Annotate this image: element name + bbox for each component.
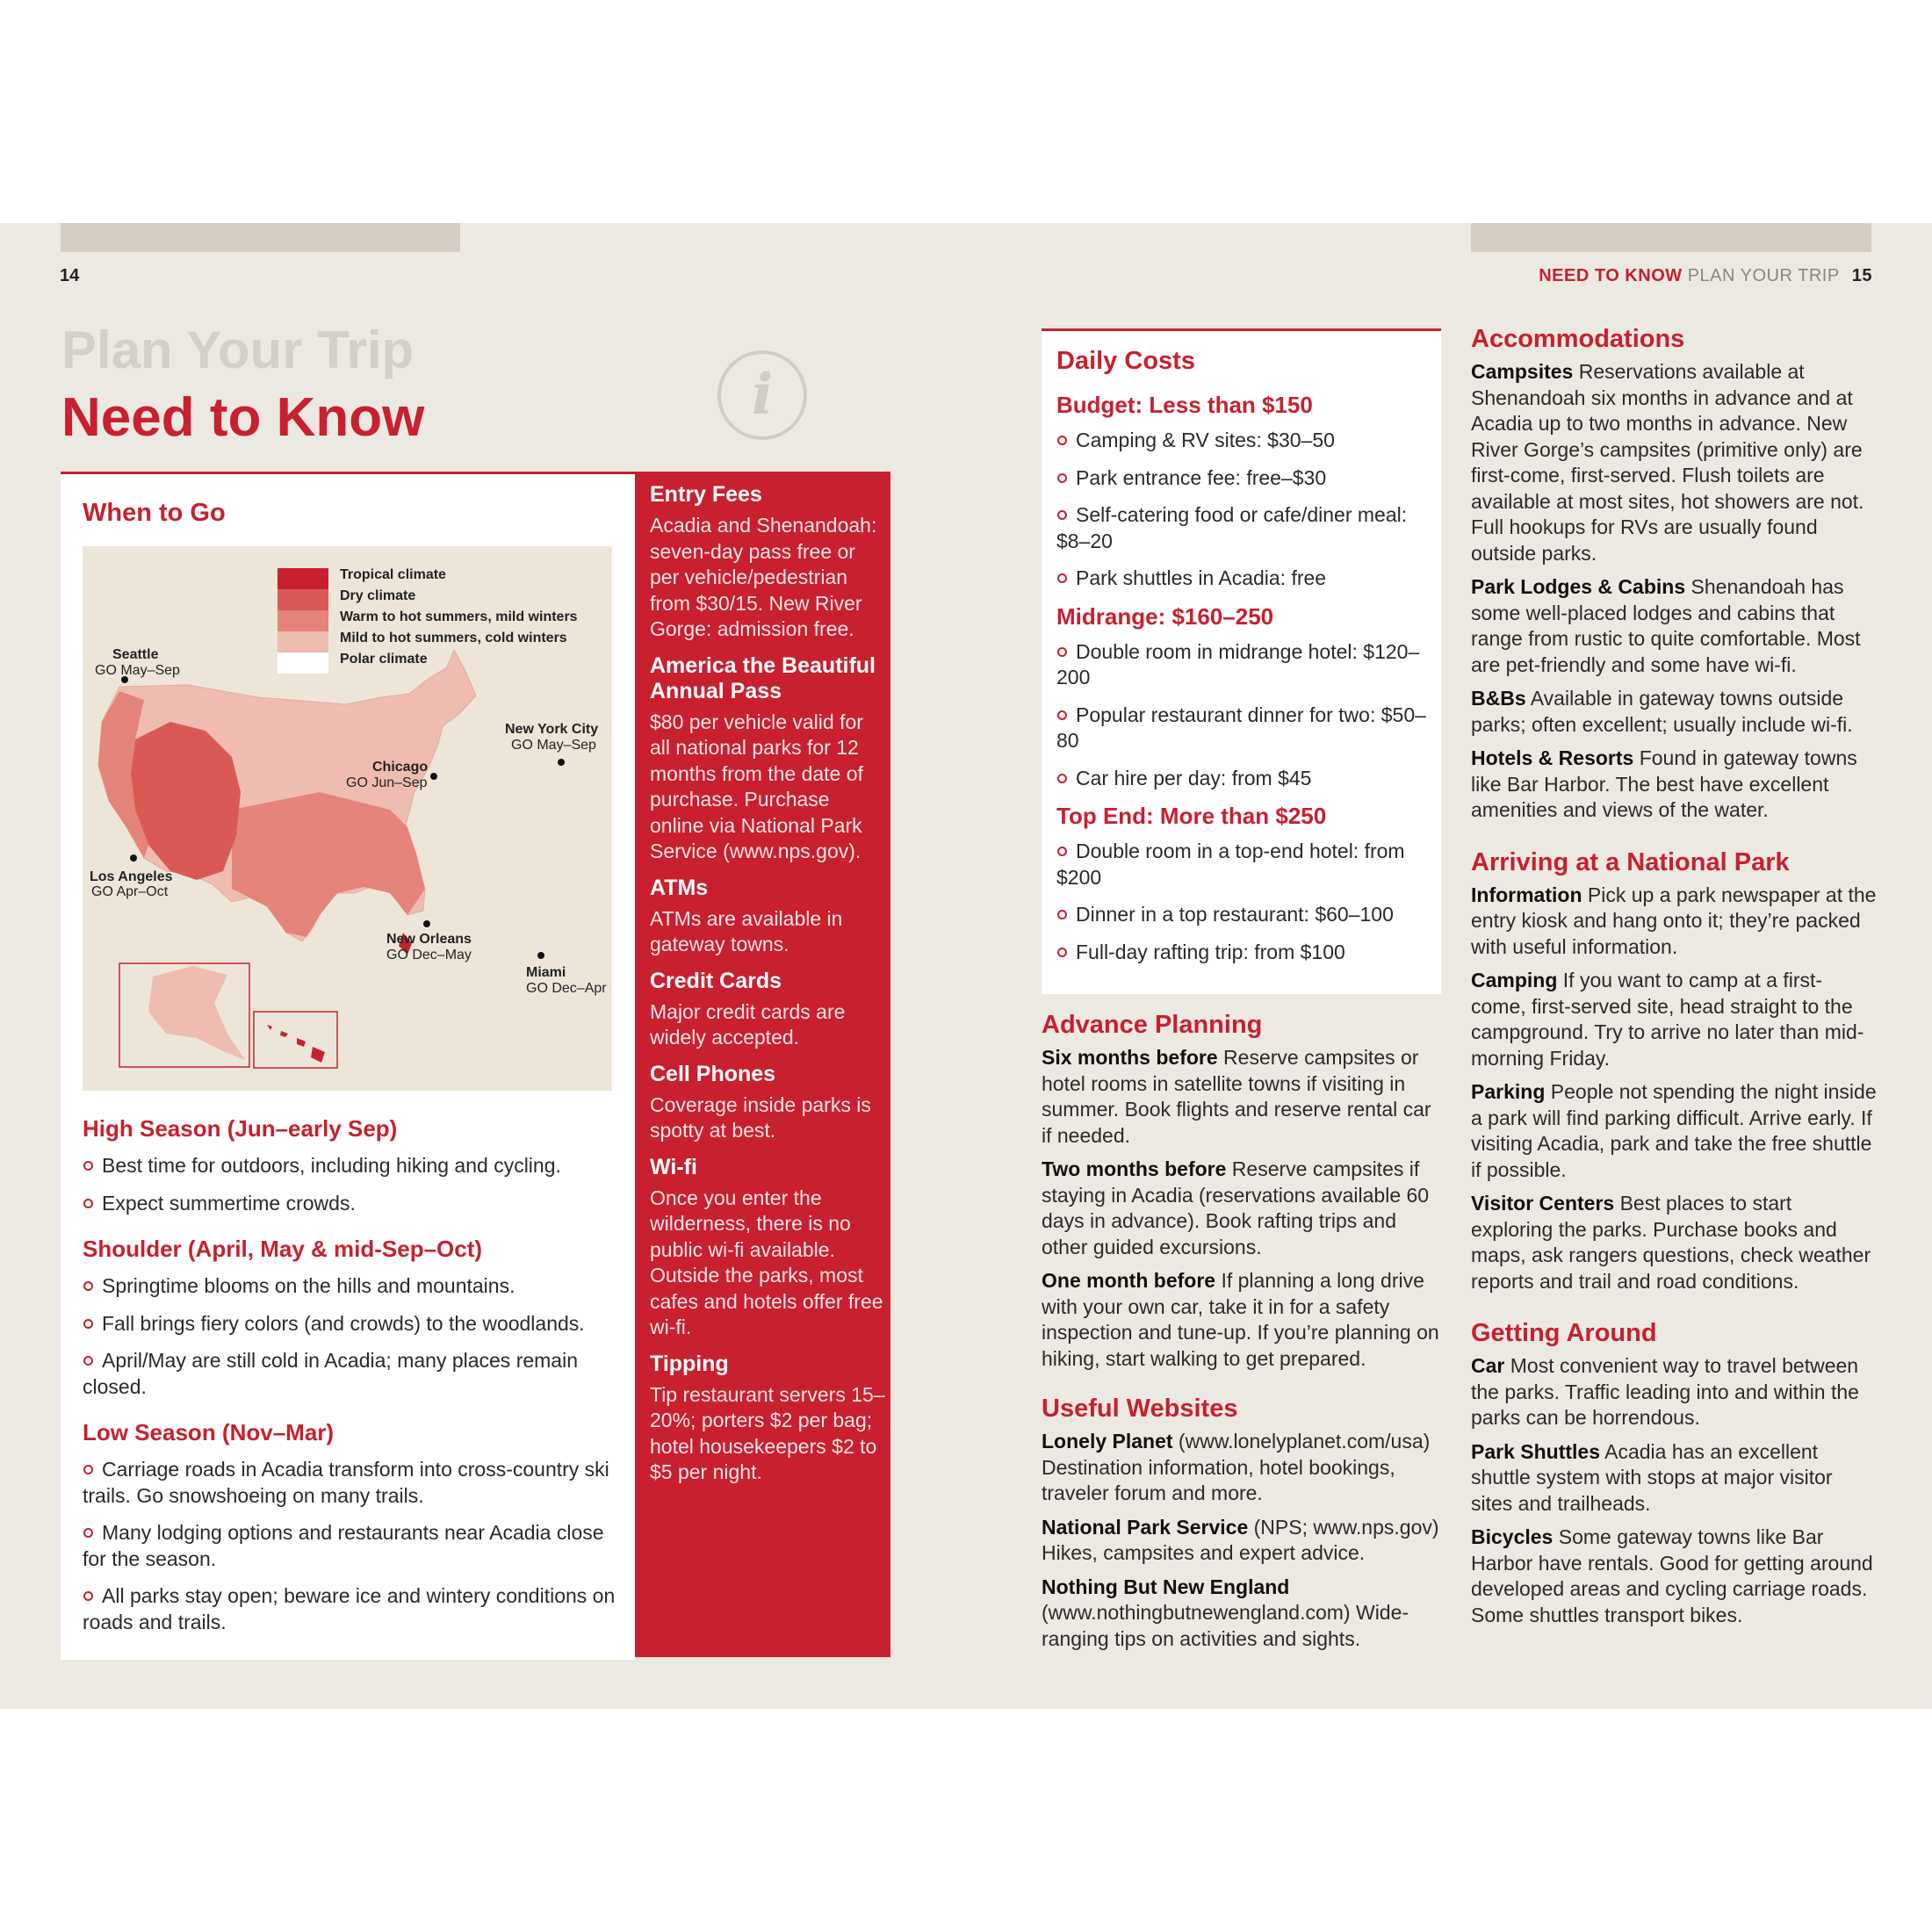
sidebar-heading-annual-pass: America the Beautiful Annual Pass [650, 652, 876, 703]
website-entry: National Park Service (NPS; www.nps.gov) Hikes, campsites and expert advice. [1042, 1515, 1439, 1564]
bullet-icon [1057, 573, 1067, 583]
right-tab [1471, 223, 1871, 252]
city-label-seattle: Seattle [112, 647, 159, 662]
seasons-list [83, 1115, 618, 1647]
getting-around-entry: Bicycles Some gateway towns like Bar Harbor have rentals. Good for getting around developed areas and cycling carriage roads. Some shuttles transport bikes. [1471, 1525, 1873, 1626]
bullet-icon [83, 1465, 93, 1474]
list-item: April/May are still cold in Acadia; many places remain closed. [83, 1349, 579, 1398]
list-item: Double room in midrange hotel: $120–200 [1056, 639, 1420, 688]
list-item: Springtime blooms on the hills and mountains. [83, 1273, 618, 1300]
list-item: Best time for outdoors, including hiking and cycling. [83, 1153, 618, 1179]
bullet-icon [83, 1356, 93, 1366]
sidebar-text-wifi: Once you enter the wilderness, there is no public wi-fi available. Outside the parks, most cafes and hotels offer free wi-fi. [650, 1186, 883, 1338]
getting-around-entry: Park Shuttles Acadia has an excellent shuttle system with stops at major visitor sites and trailheads. [1471, 1439, 1833, 1515]
planning-column [1042, 1011, 1445, 1660]
city-go-seattle: GO May–Sep [95, 663, 180, 678]
midrange-list [1056, 639, 1430, 792]
sidebar-text-cell-phones: Coverage inside parks is spotty at best. [650, 1092, 871, 1142]
city-label-nyc: New York City [505, 722, 599, 737]
daily-costs-heading: Daily Costs [1056, 347, 1195, 375]
bullet-icon [1057, 910, 1067, 919]
legend-label-warm: Warm to hot summers, mild winters [340, 609, 578, 624]
bullet-icon [1057, 647, 1067, 657]
bullet-icon [1057, 948, 1067, 957]
sidebar-text-atms: ATMs are available in gateway towns. [650, 906, 843, 955]
legend-label-tropical: Tropical climate [340, 567, 446, 582]
list-item: Self-catering food or cafe/diner meal: $8–20 [1056, 503, 1408, 552]
list-item: Camping & RV sites: $30–50 [1056, 428, 1430, 454]
list-item: Expect summertime crowds. [83, 1191, 618, 1217]
hawaii-islands [267, 1025, 325, 1063]
city-dot-chicago [430, 773, 437, 780]
bullet-icon [83, 1591, 93, 1601]
city-dot-miami [537, 952, 544, 959]
arriving-entry: Visitor Centers Best places to start exploring the parks. Purchase books and maps, ask rangers questions, check weather reports and trail and road conditions. [1471, 1192, 1871, 1293]
bullet-icon [83, 1199, 93, 1208]
city-label-la: Los Angeles [90, 869, 173, 884]
legend-swatch-dry [278, 589, 328, 610]
running-head-section: NEED TO KNOW [1539, 266, 1683, 285]
legend-label-polar: Polar climate [340, 652, 428, 667]
advance-entry: Two months before Reserve campsites if staying in Acadia (reservations available 60 days in advance). Book rafting trips and other guided excursions. [1042, 1157, 1430, 1258]
bullet-icon [1057, 847, 1067, 856]
city-go-nyc: GO May–Sep [511, 738, 596, 753]
list-item: All parks stay open; beware ice and wintery conditions on roads and trails. [83, 1584, 616, 1633]
getting-around-entry: Car Most convenient way to travel between the parks. Traffic leading into and within the parks can be horrendous. [1471, 1354, 1859, 1429]
city-dot-la [130, 854, 137, 861]
sidebar-heading-cell-phones: Cell Phones [650, 1061, 776, 1086]
sidebar-heading-credit-cards: Credit Cards [650, 968, 782, 993]
sidebar-text-annual-pass: $80 per vehicle valid for all national parks for 12 months from the date of purchase. Purchase online via National Park Service (www.nps.gov). [650, 710, 863, 862]
accommodation-entry: Park Lodges & Cabins Shenandoah has some well-placed lodges and cabins that range from rustic to quite comfortable. Most are pet-friendly and some have wi-fi. [1471, 575, 1861, 676]
arriving-entry: Information Pick up a park newspaper at the entry kiosk and hang onto it; they’re packed with useful information. [1471, 883, 1877, 958]
advance-entry: Six months before Reserve campsites or hotel rooms in satellite towns if visiting in summer. Book flights and reserve rental car if needed. [1042, 1046, 1431, 1147]
advance-entry: One month before If planning a long drive with your own car, take it in for a safety inspection and tune-up. If you’re planning on hiking, start walking to get prepared. [1042, 1269, 1439, 1370]
running-head-chapter: PLAN YOUR TRIP [1687, 266, 1840, 285]
alaska-landmass [148, 966, 245, 1060]
top-end-list [1056, 839, 1430, 965]
arriving-entry: Parking People not spending the night inside a park will find parking difficult. Arrive early. If visiting Acadia, park and take the free shuttle if possible. [1471, 1080, 1877, 1181]
getting-around-heading: Getting Around [1471, 1319, 1657, 1347]
bullet-icon [83, 1319, 93, 1329]
website-entry: Lonely Planet (www.lonelyplanet.com/usa) Destination information, hotel bookings, traveler forum and more. [1042, 1430, 1431, 1504]
sidebar-text-credit-cards: Major credit cards are widely accepted. [650, 999, 846, 1049]
shoulder-season-list [83, 1273, 618, 1400]
legend-swatch-mild [278, 631, 328, 652]
high-season-list [83, 1153, 618, 1216]
list-item: Full-day rafting trip: from $100 [1056, 940, 1430, 966]
midrange-heading: Midrange: $160–250 [1056, 602, 1274, 630]
bullet-icon [1057, 436, 1067, 445]
city-go-miami: GO Dec–Apr [526, 981, 607, 996]
bullet-icon [83, 1281, 93, 1291]
city-go-la: GO Apr–Oct [91, 884, 169, 899]
legend-swatch-tropical [278, 568, 328, 589]
city-label-miami: Miami [526, 965, 566, 980]
legend-label-mild: Mild to hot summers, cold winters [340, 631, 567, 645]
usa-map-svg [83, 546, 612, 1091]
daily-costs-content [1056, 347, 1430, 977]
right-page-number: 15 [1851, 266, 1872, 285]
high-season-heading: High Season (Jun–early Sep) [83, 1115, 398, 1142]
list-item: Carriage roads in Acadia transform into cross-country ski trails. Go snowshoeing on many trails. [83, 1458, 609, 1507]
legend-swatch-polar [278, 652, 328, 674]
city-go-chicago: GO Jun–Sep [346, 775, 428, 790]
list-item: Many lodging options and restaurants near Acadia close for the season. [83, 1521, 604, 1570]
sidebar-heading-entry-fees: Entry Fees [650, 482, 762, 507]
list-item: Park shuttles in Acadia: free [1056, 566, 1430, 592]
budget-list [1056, 428, 1430, 592]
website-entry: Nothing But New England (www.nothingbutnewengland.com) Wide-ranging tips on activities and sights. [1042, 1575, 1409, 1650]
climate-map [83, 546, 612, 1091]
advance-planning-heading: Advance Planning [1042, 1011, 1263, 1039]
legend-label-dry: Dry climate [340, 588, 416, 603]
useful-websites-heading: Useful Websites [1042, 1395, 1238, 1423]
city-label-neworleans: New Orleans [386, 932, 472, 947]
hawaii-inset [254, 1012, 337, 1068]
bullet-icon [1057, 774, 1067, 783]
when-to-go-heading: When to Go [83, 499, 226, 527]
bullet-icon [1057, 710, 1067, 720]
accommodation-entry: B&Bs Available in gateway towns outside parks; often excellent; usually include wi-fi. [1471, 687, 1853, 736]
top-end-heading: Top End: More than $250 [1056, 803, 1327, 829]
city-label-chicago: Chicago [372, 760, 429, 775]
city-go-neworleans: GO Dec–May [386, 948, 472, 962]
accommodation-entry: Campsites Reservations available at Shenandoah six months in advance and at Acadia up to two months in advance. New River Gorge’s campsites (primitive only) are first-come, first-served. Flush toilets are available at most sites, hot showers are not. Full hookups for RVs are usually found outside parks. [1471, 360, 1864, 565]
page-title: Need to Know [61, 387, 425, 448]
city-dot-neworleans [423, 920, 430, 927]
bullet-icon [83, 1528, 93, 1538]
list-item: Car hire per day: from $45 [1056, 766, 1430, 792]
sidebar-heading-tipping: Tipping [650, 1351, 729, 1376]
sidebar-text-tipping: Tip restaurant servers 15–20%; porters $2 per bag; hotel housekeepers $2 to $5 per night. [650, 1382, 885, 1483]
practical-info-sidebar [635, 472, 890, 1657]
bullet-icon [1057, 473, 1067, 483]
list-item: Double room in a top-end hotel: from $200 [1056, 840, 1405, 889]
accommodation-entry: Hotels & Resorts Found in gateway towns like Bar Harbor. The best have excellent amenities and views of the water. [1471, 746, 1857, 821]
sidebar-text-entry-fees: Acadia and Shenandoah: seven-day pass free or per vehicle/pedestrian from $30/15. New River Gorge: admission free. [650, 514, 877, 640]
sidebar-content [650, 482, 885, 1496]
list-item: Park entrance fee: free–$30 [1056, 465, 1430, 492]
legend-swatch-warm [278, 610, 328, 631]
accommodations-heading: Accommodations [1471, 325, 1685, 353]
sidebar-heading-wifi: Wi-fi [650, 1154, 697, 1179]
bullet-icon [1057, 510, 1067, 520]
arriving-heading: Arriving at a National Park [1471, 847, 1790, 876]
low-season-list [83, 1457, 618, 1635]
budget-heading: Budget: Less than $150 [1056, 392, 1313, 418]
list-item: Fall brings fiery colors (and crowds) to the woodlands. [83, 1311, 618, 1337]
left-page-number: 14 [60, 266, 80, 285]
daily-costs-panel [1042, 328, 1441, 994]
list-item: Popular restaurant dinner for two: $50–80 [1056, 703, 1426, 752]
list-item: Dinner in a top restaurant: $60–100 [1056, 902, 1430, 928]
city-dot-nyc [558, 759, 565, 766]
right-column [1471, 325, 1877, 1636]
bullet-icon [83, 1161, 93, 1171]
sidebar-heading-atms: ATMs [650, 875, 709, 900]
arriving-entry: Camping If you want to camp at a first-come, first-served site, head straight to the campground. Try to arrive no later than mid-morning Friday. [1471, 969, 1864, 1070]
left-tab [61, 223, 460, 252]
info-icon: i [717, 350, 807, 440]
shoulder-season-heading: Shoulder (April, May & mid-Sep–Oct) [83, 1236, 483, 1262]
chapter-title: Plan Your Trip [61, 321, 415, 379]
low-season-heading: Low Season (Nov–Mar) [83, 1419, 335, 1445]
running-head [1539, 266, 1872, 286]
